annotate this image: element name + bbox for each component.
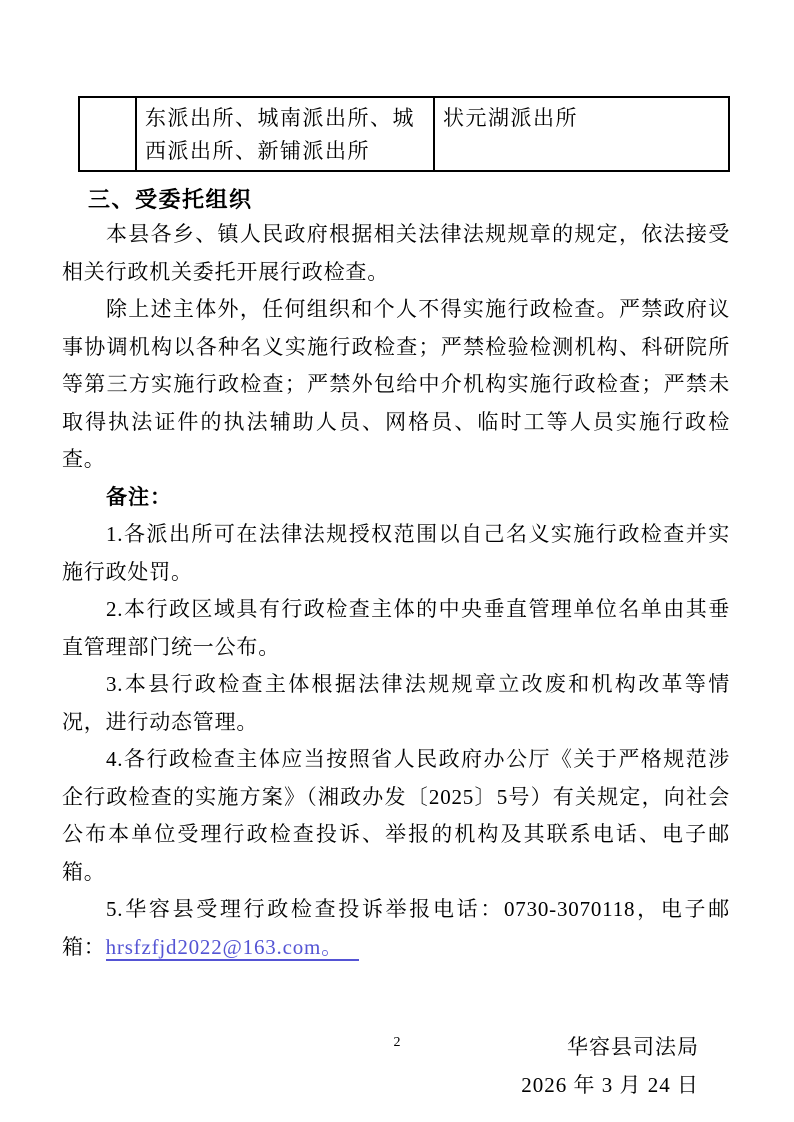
signature-org: 华容县司法局 bbox=[567, 1035, 699, 1059]
note-item-5-text: 5.华容县受理行政检查投诉举报电话：0730-3070118，电子邮箱： bbox=[62, 897, 730, 959]
body-text bbox=[62, 216, 730, 966]
notes-label: 备注： bbox=[106, 485, 172, 509]
signature-date: 2026 年 3 月 24 日 bbox=[521, 1073, 699, 1097]
note-item-4: 4.各行政检查主体应当按照省人民政府办公厅《关于严格规范涉企行政检查的实施方案》（湘政办发〔2025〕5号）有关规定，向社会公布本单位受理行政检查投诉、举报的机构及其联系电话、电子邮箱。 bbox=[62, 747, 730, 884]
table-cell-zhuangyuanhu-station: 状元湖派出所 bbox=[434, 97, 729, 171]
jurisdiction-table bbox=[78, 96, 730, 172]
note-item-1: 1.各派出所可在法律法规授权范围以自己名义实施行政检查并实施行政处罚。 bbox=[62, 522, 730, 584]
section-heading: 三、受委托组织 bbox=[88, 187, 253, 212]
email-link[interactable]: hrsfzfjd2022@163.com。 bbox=[106, 935, 359, 961]
table-row bbox=[79, 97, 729, 171]
table-cell-blank bbox=[79, 97, 136, 171]
paragraph-prohibitions: 除上述主体外，任何组织和个人不得实施行政检查。严禁政府议事协调机构以各种名义实施行政检查；严禁检验检测机构、科研院所等第三方实施行政检查；严禁外包给中介机构实施行政检查；严禁未取得执法证件的执法辅助人员、网格员、临时工等人员实施行政检查。 bbox=[62, 297, 730, 471]
note-item-2: 2.本行政区域具有行政检查主体的中央垂直管理单位名单由其垂直管理部门统一公布。 bbox=[62, 597, 730, 659]
paragraph-delegated-orgs: 本县各乡、镇人民政府根据相关法律法规规章的规定，依法接受相关行政机关委托开展行政检查。 bbox=[62, 222, 730, 284]
table-cell-police-stations: 东派出所、城南派出所、城西派出所、新铺派出所 bbox=[136, 97, 434, 171]
note-item-5 bbox=[62, 891, 730, 966]
page-number: 2 bbox=[393, 1035, 401, 1050]
note-item-3: 3.本县行政检查主体根据法律法规规章立改废和机构改革等情况，进行动态管理。 bbox=[62, 672, 730, 734]
